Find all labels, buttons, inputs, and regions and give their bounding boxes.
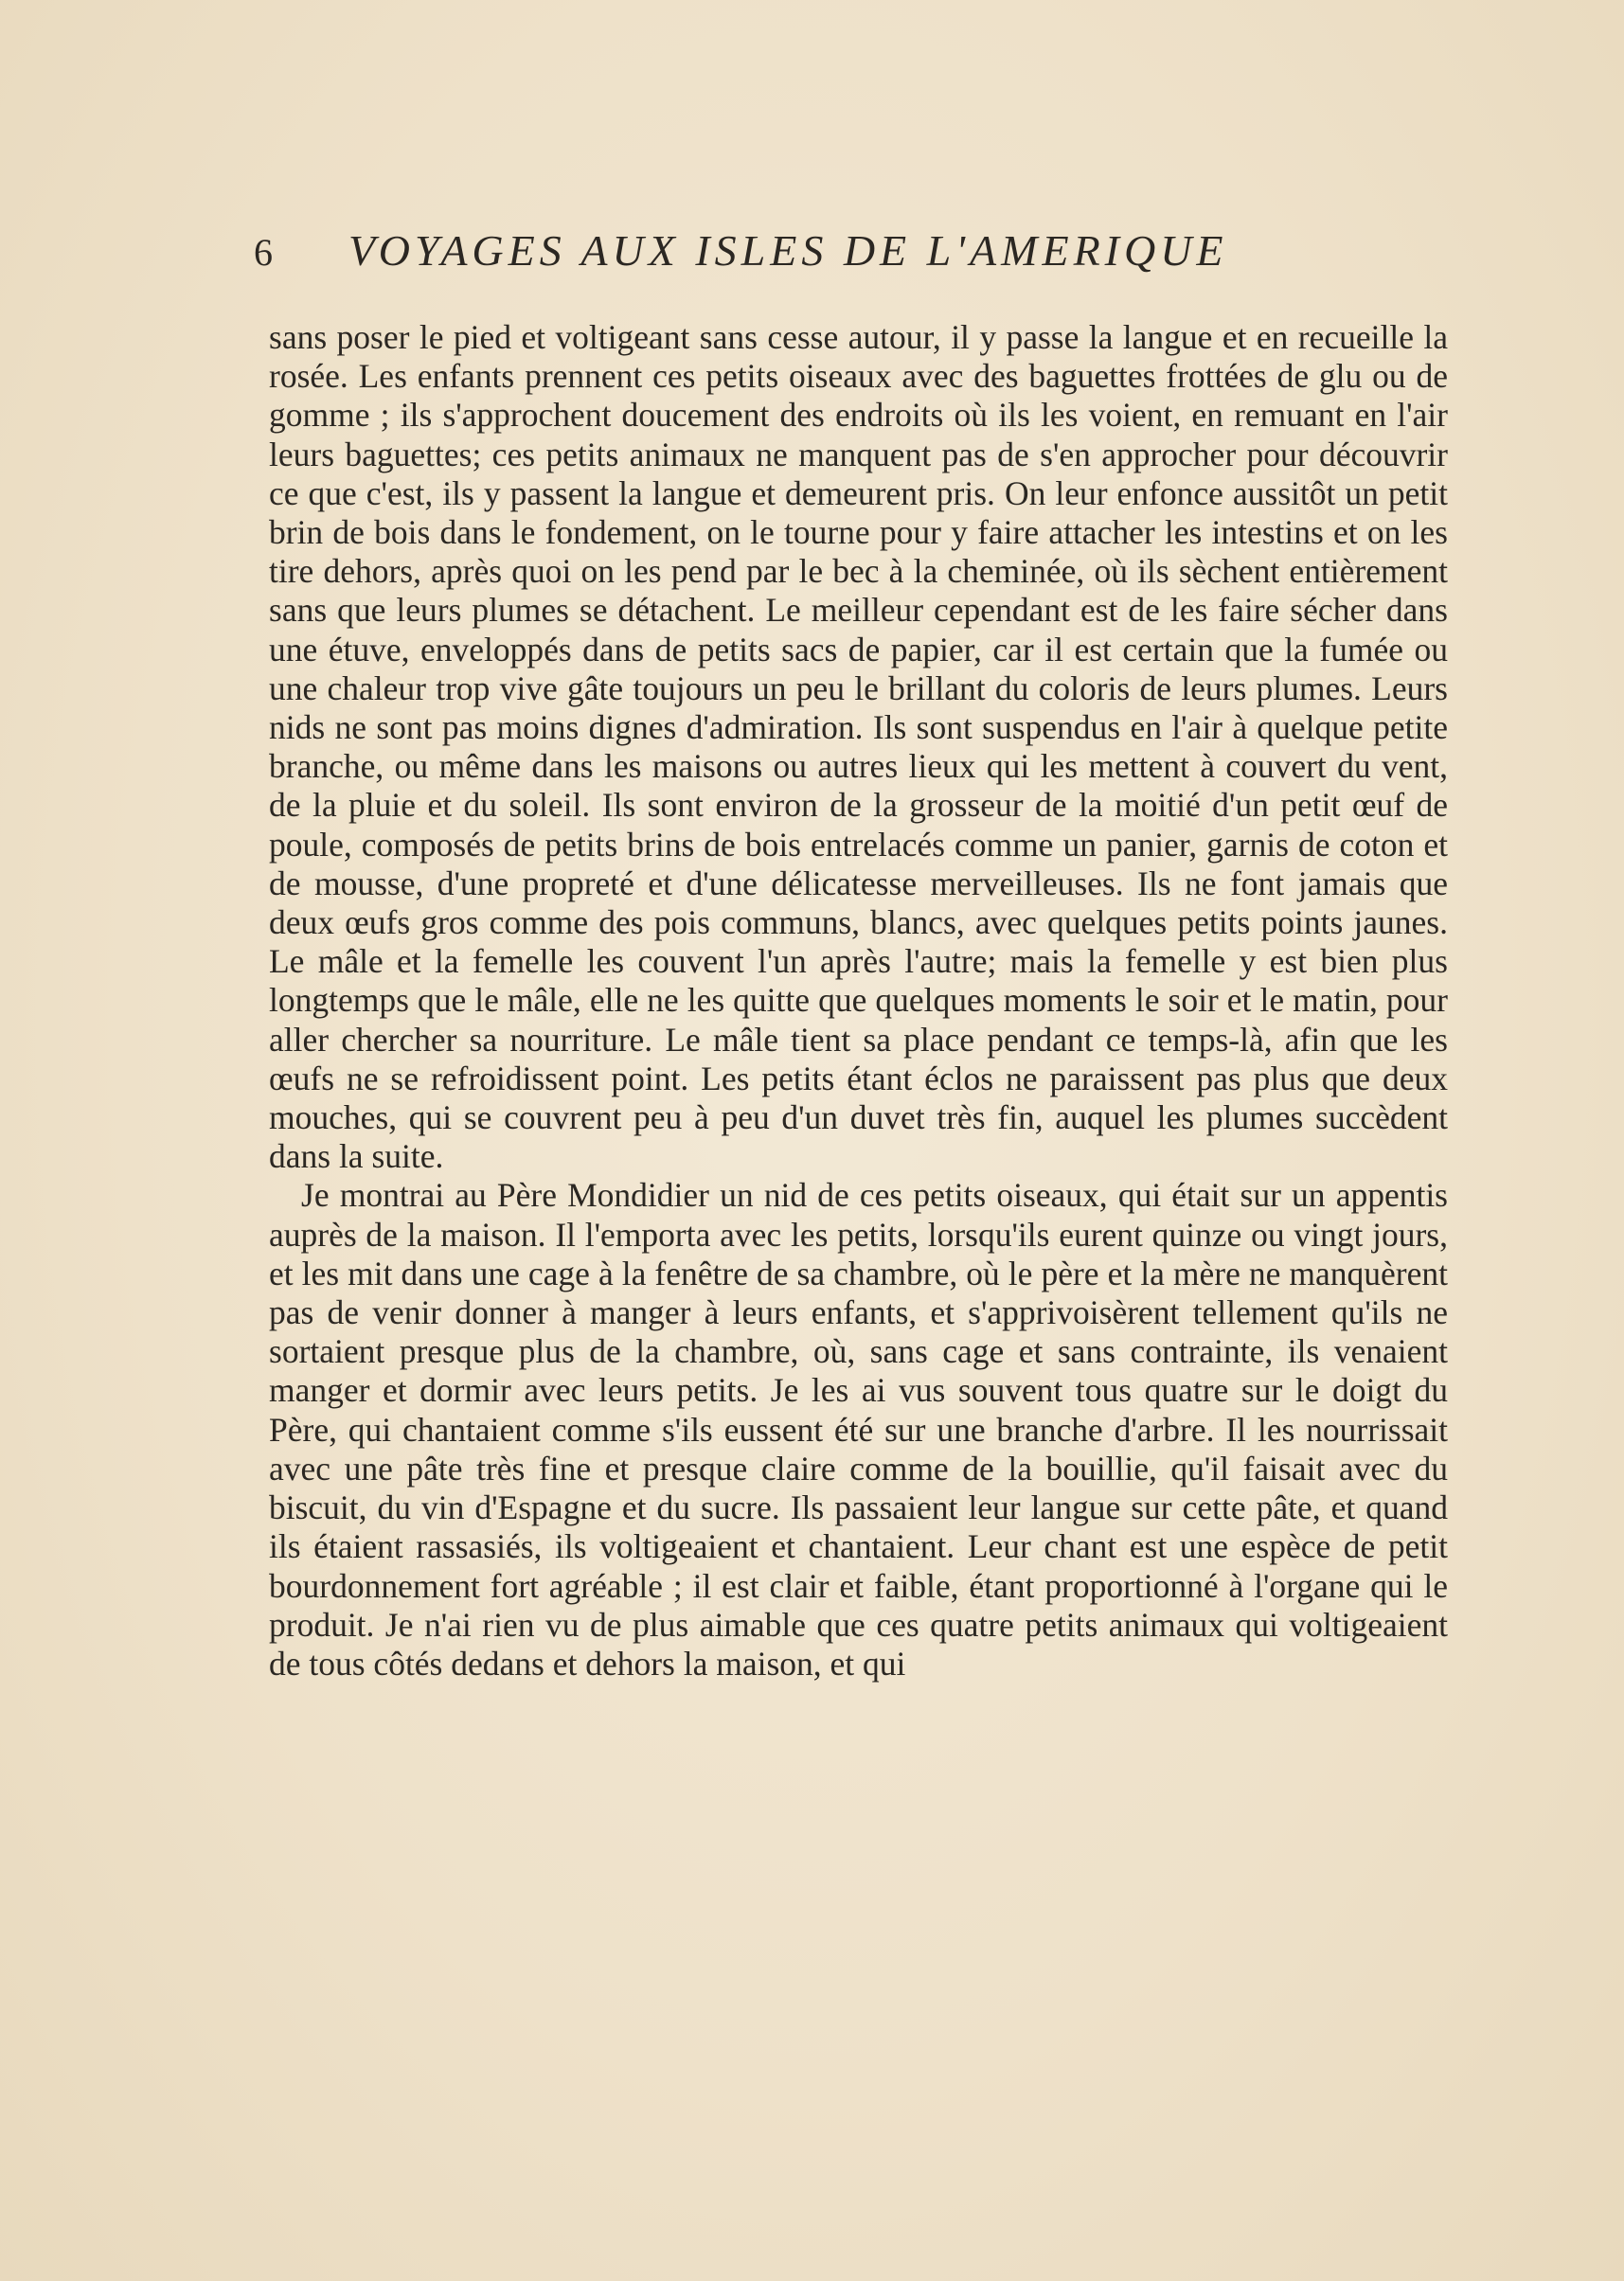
body-text bbox=[269, 318, 1448, 1684]
page-number: 6 bbox=[254, 231, 273, 274]
page-header bbox=[254, 225, 1447, 276]
paragraph-2: Je montrai au Père Mondidier un nid de ces petits oiseaux, qui était sur un appentis auprès de la maison. Il l'emporta avec les petits, lorsqu'ils eurent quinze ou vingt jours, et les mit dans une cage à la fenêtre de sa chambre, où le père et la mère ne manquèrent pas de venir donner à manger à leurs enfants, et s'apprivoisèrent tellement qu'ils ne sortaient presque plus de la chambre, où, sans cage et sans contrainte, ils venaient manger et dormir avec leurs petits. Je les ai vus souvent tous quatre sur le doigt du Père, qui chantaient comme s'ils eussent été sur une branche d'arbre. Il les nourrissait avec une pâte très fine et presque claire comme de la bouillie, qu'il faisait avec du biscuit, du vin d'Espagne et du sucre. Ils passaient leur langue sur cette pâte, et quand ils étaient rassasiés, ils voltigeaient et chantaient. Leur chant est une espèce de petit bourdonnement fort agréable ; il est clair et faible, étant proportionné à l'organe qui le produit. Je n'ai rien vu de plus aimable que ces quatre petits animaux qui voltigeaient de tous côtés dedans et dehors la maison, et qui bbox=[269, 1176, 1448, 1683]
running-title: VOYAGES AUX ISLES DE L'AMERIQUE bbox=[348, 226, 1228, 275]
paragraph-1: sans poser le pied et voltigeant sans cesse autour, il y passe la langue et en recueille la rosée. Les enfants prennent ces petits oiseaux avec des baguettes frottées de glu ou de gomme ; ils s'approchent doucement des endroits où ils les voient, en remuant en l'air leurs baguettes; ces petits animaux ne manquent pas de s'en approcher pour découvrir ce que c'est, ils y passent la langue et demeurent pris. On leur enfonce aussitôt un petit brin de bois dans le fondement, on le tourne pour y faire attacher les intestins et on les tire dehors, après quoi on les pend par le bec à la cheminée, où ils sèchent entièrement sans que leurs plumes se détachent. Le meilleur cependant est de les faire sécher dans une étuve, enveloppés dans de petits sacs de papier, car il est certain que la fumée ou une chaleur trop vive gâte toujours un peu le brillant du coloris de leurs plumes. Leurs nids ne sont pas moins dignes d'admiration. Ils sont suspendus en l'air à quelque petite branche, ou même dans les maisons ou autres lieux qui les mettent à couvert du vent, de la pluie et du soleil. Ils sont environ de la grosseur de la moitié d'un petit œuf de poule, composés de petits brins de bois entrelacés comme un panier, garnis de coton et de mousse, d'une propreté et d'une délicatesse merveilleuses. Ils ne font jamais que deux œufs gros comme des pois communs, blancs, avec quelques petits points jaunes. Le mâle et la femelle les couvent l'un après l'autre; mais la femelle y est bien plus longtemps que le mâle, elle ne les quitte que quelques moments le soir et le matin, pour aller chercher sa nourriture. Le mâle tient sa place pendant ce temps-là, afin que les œufs ne se refroidissent point. Les petits étant éclos ne paraissent pas plus que deux mouches, qui se couvrent peu à peu d'un duvet très fin, auquel les plumes succèdent dans la suite. bbox=[269, 318, 1448, 1176]
